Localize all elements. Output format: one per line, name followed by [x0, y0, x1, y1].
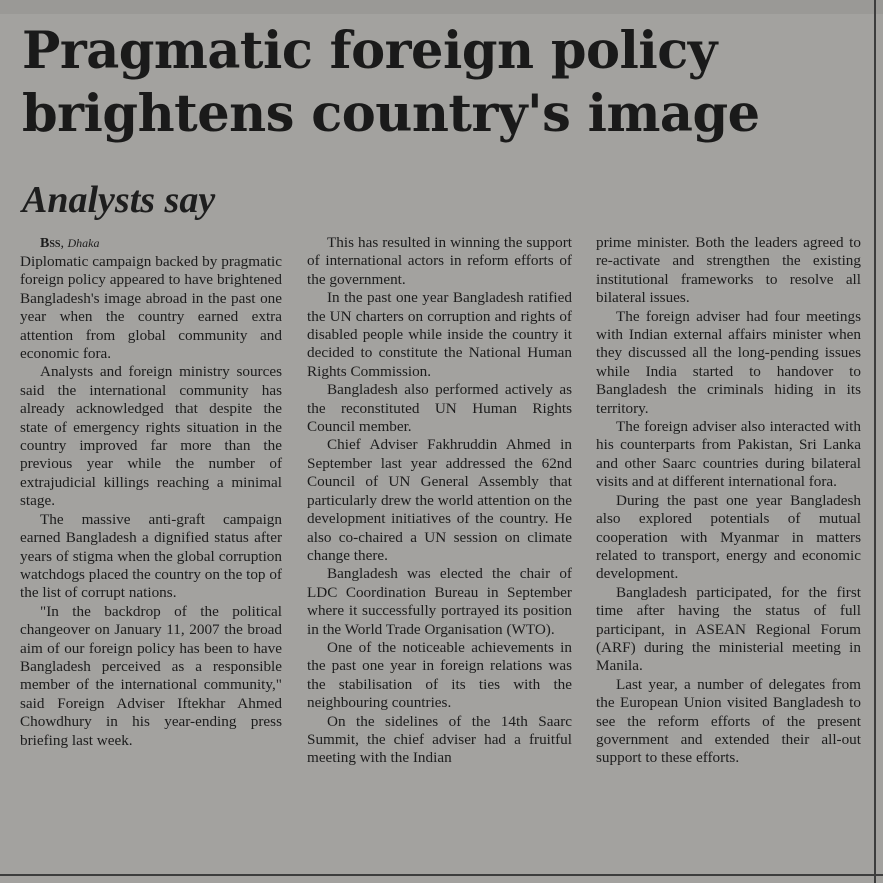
- headline: [22, 20, 872, 146]
- paragraph: This has resulted in winning the support of international actors in reform efforts of the government.: [307, 234, 572, 288]
- column-rule-bottom: [0, 874, 883, 876]
- article-column-2: [307, 234, 572, 768]
- article-column-1: [20, 234, 282, 750]
- paragraph: The massive anti-graft campaign earned Bangladesh a dignified status after years of stigma when the global corruption watchdogs placed the country on the top of the list of corrupt nations.: [20, 510, 282, 602]
- headline-line-1: Pragmatic foreign policy: [22, 21, 717, 81]
- dateline: Bss, Dhaka: [40, 236, 100, 251]
- paragraph: One of the noticeable achievements in the past one year in foreign relations was the stabilisation of its ties with the neighbouring countries.: [307, 638, 572, 712]
- paragraph: During the past one year Bangladesh also explored potentials of mutual cooperation with Myanmar in matters related to transport, energy and economic development.: [596, 491, 861, 583]
- article-column-3: [596, 234, 861, 768]
- paragraph: Chief Adviser Fakhruddin Ahmed in September last year addressed the 62nd Council of UN General Assembly that particularly drew the world attention on the development initiatives of the country. He also co-chaired a UN session on climate change there.: [307, 436, 572, 564]
- page-top-edge: [0, 0, 883, 14]
- paragraph: In the past one year Bangladesh ratified the UN charters on corruption and rights of disabled people while inside the country it decided to constitute the National Human Rights Commission.: [307, 289, 572, 380]
- news-agency: Bss: [40, 236, 61, 251]
- headline-line-2: brightens country's image: [22, 84, 760, 144]
- paragraph: Diplomatic campaign backed by pragmatic foreign policy appeared to have brightened Bangladesh's image abroad in the past one year when the country earned extra attention from global community and economic fora.: [20, 253, 282, 363]
- dateline-place: Dhaka: [67, 236, 100, 250]
- paragraph: Last year, a number of delegates from the European Union visited Bangladesh to see the reform efforts of the present government and extended their all-out support to these efforts.: [596, 675, 861, 767]
- paragraph: prime minister. Both the leaders agreed to re-activate and strengthen the existing institutional frameworks to resolve all bilateral issues.: [596, 234, 861, 307]
- paragraph: Analysts and foreign ministry sources said the international community has already acknowledged that despite the state of emergency rights situation in the country improved far more than the previous year while the number of extrajudicial killings reaching a minimal stage.: [20, 363, 282, 510]
- paragraph: The foreign adviser had four meetings with Indian external affairs minister when they discussed all the long-pending issues while India started to handover to Bangladesh the criminals hiding in its territory.: [596, 307, 861, 417]
- paragraph: "In the backdrop of the political changeover on January 11, 2007 the broad aim of our foreign policy has been to have Bangladesh perceived as a responsible member of the international community," said Foreign Adviser Iftekhar Ahmed Chowdhury in his year-ending press briefing last week.: [20, 602, 282, 749]
- subheadline: Analysts say: [22, 179, 216, 221]
- paragraph: Bangladesh was elected the chair of LDC Coordination Bureau in September where it successfully portrayed its position in the World Trade Organisation (WTO).: [307, 565, 572, 638]
- paragraph: On the sidelines of the 14th Saarc Summit, the chief adviser had a fruitful meeting with the Indian: [307, 712, 572, 767]
- paragraph: Bangladesh also performed actively as the reconstituted UN Human Rights Council member.: [307, 381, 572, 436]
- column-rule-right: [874, 0, 876, 883]
- paragraph: Bangladesh participated, for the first time after having the status of full participant, in ASEAN Regional Forum (ARF) during the ministerial meeting in Manila.: [596, 583, 861, 675]
- paragraph: The foreign adviser also interacted with his counterparts from Pakistan, Sri Lanka and other Saarc countries during bilateral visits and at different international fora.: [596, 418, 861, 491]
